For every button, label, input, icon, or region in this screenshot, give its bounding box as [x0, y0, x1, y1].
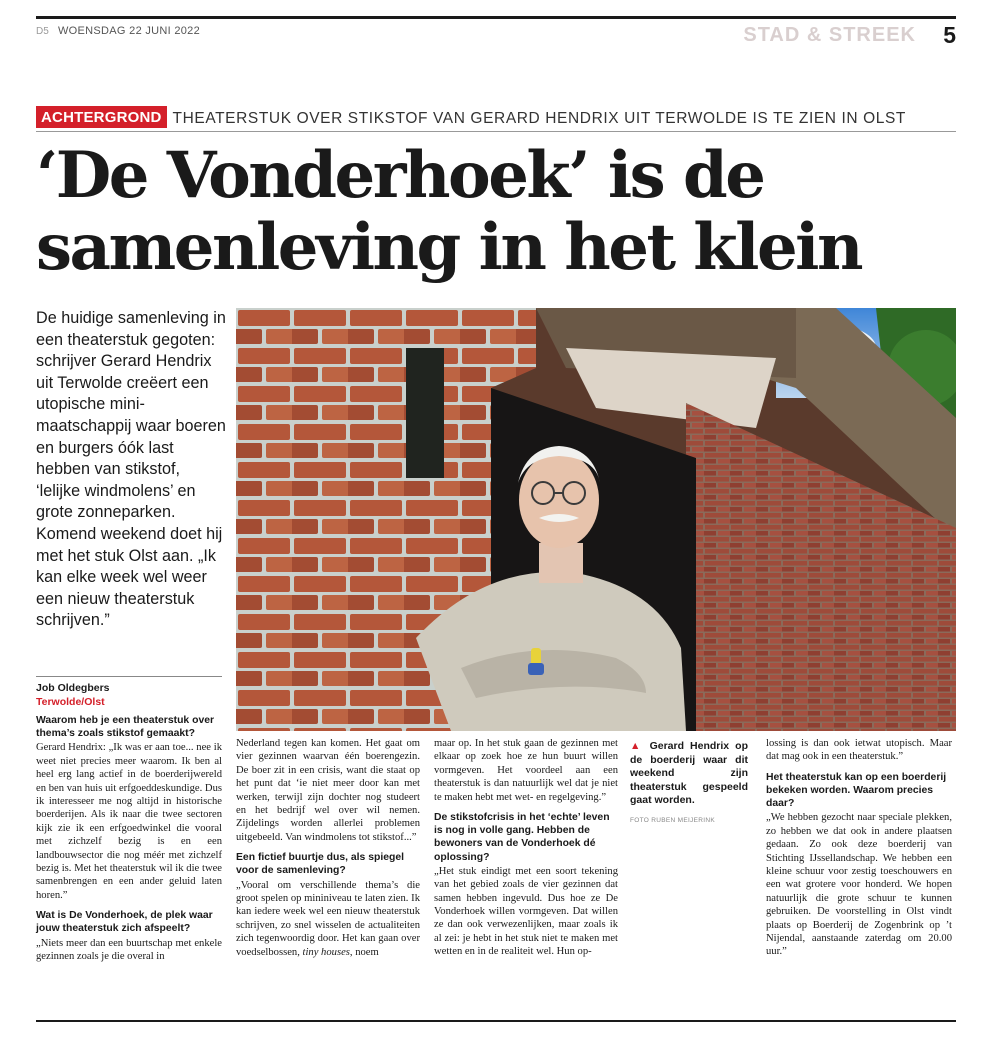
- caption-text: Gerard Hendrix op de boerderij waar dit weekend zijn theaterstuk gespeeld gaat worden.: [630, 740, 748, 807]
- page-header: [36, 22, 956, 50]
- bottom-rule: [36, 1020, 956, 1022]
- question-5: Het theaterstuk kan op een boerderij bekeken worden. Waarom precies daar?: [766, 771, 947, 810]
- photo-caption: [630, 740, 748, 808]
- answer-5: „We hebben gezocht naar speciale plekken, zo hebben we dat ook in andere plaatsen gedaan. Zo ook deze boerderij van Stichting IJssellandschap. We hebben een kleine schuur voor zestig toeschouwers en een wat grotere voor honderd. We hopen natuurlijk die grote schuur te kunnen gebruiken. De voorstelling in Olst vindt plaats op Boerderij de Zogenbrink op ’t Nijendal, aanstaande zaterdag om 20.00 uur.”: [766, 812, 952, 958]
- kicker-subtitle: THEATERSTUK OVER STIKSTOF VAN GERARD HENDRIX UIT TERWOLDE IS TE ZIEN IN OLST: [172, 110, 906, 127]
- answer-1: Gerard Hendrix: „Ik was er aan toe... nee ik weet niet precies meer waarom. Ik ben al heel erg lang actief in de boerderijwereld en ben van huis uit erfgoeddeskundige. Dus ik interesseer me nog altijd in historische boerderijen. Als ik naar die twee sectoren kijk zie ik een erfgoedwinkel die vooral met zichzelf bezig is en een landbouwsector die nog méér met zichzelf bezig is. Met het theaterstuk wil ik die twee samenbrengen en een ander geluid laten horen.”: [36, 742, 222, 901]
- byline-author: Job Oldegbers: [36, 682, 110, 694]
- body-column-5: [766, 737, 952, 959]
- newspaper-page: [36, 0, 956, 1037]
- headline-line-1: ‘De Vonderhoek’ is de: [36, 138, 764, 213]
- question-4: De stikstofcrisis in het ‘echte’ leven is nog in volle gang. Hebben de bewoners van de Vonderhoek dé oplossing?: [434, 812, 610, 863]
- photo-credit: FOTO RUBEN MEIJERINK: [630, 816, 715, 824]
- question-1: Waarom heb je een theaterstuk over thema’s zoals stikstof gemaakt?: [36, 715, 215, 740]
- headline-line-2: samenleving in het klein: [36, 210, 861, 285]
- kicker-tag: ACHTERGROND: [36, 106, 167, 128]
- byline: [36, 676, 222, 709]
- answer-2-start: „Niets meer dan een buurtschap met enkele gezinnen zoals je die overal in: [36, 937, 222, 963]
- body-column-1: [36, 714, 222, 964]
- article-photo: [236, 308, 956, 731]
- page-code: D5: [36, 26, 49, 37]
- farmer-portrait-image: [236, 308, 956, 731]
- question-2: Wat is De Vonderhoek, de plek waar jouw theaterstuk zich afspeelt?: [36, 910, 213, 935]
- headline: [36, 140, 956, 284]
- kicker-rule: [36, 131, 956, 132]
- byline-place: Terwolde/Olst: [36, 696, 105, 708]
- top-rule: [36, 16, 956, 19]
- body-column-2: [236, 737, 420, 959]
- photo-caption-column: [630, 740, 748, 827]
- answer-4-end: lossing is dan ook ietwat utopisch. Maar dat mag ook in een theaterstuk.”: [766, 738, 952, 763]
- answer-3-text: „Vooral om verschillende thema’s die groot spelen op mininiveau te laten zien. Ik kan iedere week wel een nieuw theaterstuk schrijven, zo snel wisselen de actualiteiten zich tegenwoordig door. Het kan gaan over voedselbossen,: [236, 879, 420, 958]
- answer-2-end: Nederland tegen kan komen. Het gaat om vier gezinnen waarvan één boerengezin. De boer zit in een crisis, want die staat op het punt dat ‘ie niet meer door kan met werken, terwijl zijn dochter nog studeert en het bedrijf wel over wil nemen. Zijdelings worden allerlei problemen uitgebeeld. Van windmolens tot stikstof...”: [236, 738, 420, 843]
- answer-3-end: maar op. In het stuk gaan de gezinnen met elkaar op zoek hoe ze hun buurt willen vormgeven. Het voordeel aan een theaterstuk is dan natuurlijk wel dat je niet te maken hebt met wet- en regelgeving.”: [434, 738, 618, 803]
- answer-4-start: „Het stuk eindigt met een soort tekening van het gebied zoals de vier gezinnen dat samen hebben ingevuld. Dus hoe ze De Vonderhoek willen vormgeven. Dat willen ze dan ook verwezenlijken, maar zoals ik al zei: je hebt in het stuk niet te maken met wetten en in de realiteit wel. Hun op-: [434, 865, 618, 958]
- question-3: Een fictief buurtje dus, als spiegel voor de samenleving?: [236, 852, 405, 877]
- issue-date: WOENSDAG 22 JUNI 2022: [58, 25, 201, 37]
- answer-3-tail: , noem: [349, 946, 379, 958]
- answer-3-start: [236, 879, 420, 959]
- answer-3-emphasis: tiny houses: [302, 946, 350, 958]
- section-name: STAD & STREEK: [743, 24, 916, 46]
- page-number: 5: [943, 22, 956, 48]
- caption-triangle-icon: ▲: [630, 740, 644, 752]
- body-column-3: [434, 737, 618, 959]
- kicker: [36, 106, 956, 130]
- intro-paragraph: De huidige samenleving in een theaterstuk gegoten: schrijver Gerard Hendrix uit Terwolde creëert een utopische mini-maatschappij waar boeren en burgers óók last hebben van stikstof, ‘lelijke windmolens’ en grote zonneparken. Komend weekend doet hij met het stuk Olst aan. „Ik kan elke week wel weer een nieuw theaterstuk schrijven.”: [36, 309, 226, 630]
